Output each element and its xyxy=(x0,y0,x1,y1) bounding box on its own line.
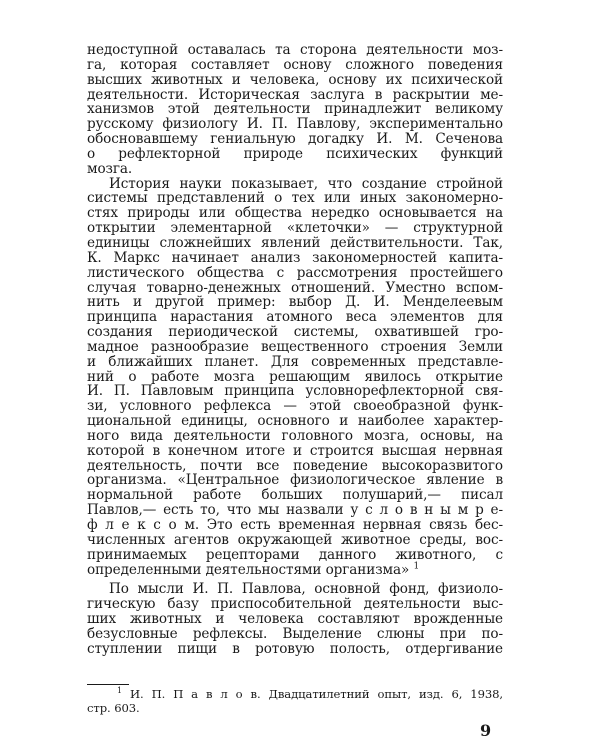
text-line: недоступной оставалась та сторона деятельности моз- xyxy=(87,42,503,58)
spaced-phrase: у с л о в н ы м р е- xyxy=(350,502,503,519)
text-line: численных агентов окружающей животное среды, вос- xyxy=(87,531,503,548)
text-line: стях природы или общества нередко основывается на xyxy=(87,205,503,222)
text-line: мадное разнообразие вещественного строения Земли xyxy=(87,338,503,355)
text-line-start: определенными деятельностями организма» xyxy=(87,561,410,578)
text-line: ханизмов этой деятельности принадлежит великому xyxy=(87,101,503,118)
text-line: деятельности. Историческая заслуга в раскрытии ме- xyxy=(87,86,503,103)
text-line: По мысли И. П. Павлова, основной фонд, физиоло- xyxy=(109,581,503,598)
text-line: К. Маркс начинает анализ закономерностей капита- xyxy=(87,249,503,266)
footnote-author: П а в л о в. xyxy=(173,687,261,701)
text-line: высших животных и человека, основу их психической xyxy=(87,71,503,88)
text-line: нить и другой пример: выбор Д. И. Менделеевым xyxy=(87,294,503,311)
text-line: мозга. xyxy=(87,160,133,177)
text-line: русскому физиологу И. П. Павлову, экспериментально xyxy=(87,116,503,133)
text-line: ного вида деятельности головного мозга, основы, на xyxy=(87,427,503,444)
text-line: гическую базу приспособительной деятельности выс- xyxy=(87,596,503,613)
text-line-start: Павлов,— есть то, что мы назвали xyxy=(87,502,344,519)
body-text xyxy=(87,43,503,657)
text-line: циональной единицы, основного и наиболее характер- xyxy=(87,413,503,430)
text-line: ших животных и человека составляют врожденные xyxy=(87,611,503,628)
text-line: ступлении пищи в ротовую полость, отдергивание xyxy=(87,640,503,657)
footnote-citation: Двадцатилетний опыт, изд. 6, 1938, xyxy=(268,687,503,701)
text-line: открытии элементарной «клеточки» — структурной xyxy=(87,220,503,237)
text-line: случая товарно-денежных отношений. Уместно вспом- xyxy=(87,279,503,296)
text-line: И. П. Павловым принципа условнорефлекторной свя- xyxy=(87,383,503,400)
footnote xyxy=(87,687,503,715)
footnote-reference: 1 xyxy=(413,561,420,571)
text-line: листического общества с рассмотрения простейшего xyxy=(87,264,503,281)
text-line: принципа нарастания атомного веса элементов для xyxy=(87,309,503,326)
text-line: системы представлений о тех или иных закономерно- xyxy=(87,190,503,207)
text-line: создания периодической системы, охватившей гро- xyxy=(87,324,503,341)
text-line: обосновавшему гениальную догадку И. М. Сеченова xyxy=(87,131,503,148)
text-line: безусловные рефлексы. Выделение слюны при по- xyxy=(87,625,503,642)
text-line: о рефлекторной природе психических функций xyxy=(87,145,503,162)
footnote-divider xyxy=(87,684,129,685)
text-line: которой в конечном итоге и строится высшая нервная xyxy=(87,442,503,459)
text-line: принимаемых рецепторами данного животного, с xyxy=(87,546,503,563)
text-line: единицы сложнейших явлений действительности. Так, xyxy=(87,234,503,251)
text-line xyxy=(87,563,503,578)
text-line xyxy=(87,503,503,518)
text-line: ний о работе мозга решающим явилось открытие xyxy=(87,368,503,385)
footnote-line: стр. 603. xyxy=(87,701,140,715)
footnote-marker: 1 xyxy=(117,686,122,696)
text-line: организма. «Центральное физиологическое явление в xyxy=(87,472,503,489)
text-line: ф л е к с о м. Это есть временная нервная связь бес- xyxy=(87,517,503,533)
text-line: деятельность, почти все поведение высокоразвитого xyxy=(87,457,503,474)
page-number: 9 xyxy=(480,721,492,740)
text-line: и ближайших планет. Для современных представле- xyxy=(87,353,503,370)
text-line: зи, условного рефлекса — этой своеобразной функ- xyxy=(87,398,503,415)
text-line: га, которая составляет основу сложного поведения xyxy=(87,56,503,73)
footnote-line xyxy=(87,687,503,701)
text-line: История науки показывает, что создание стройной xyxy=(109,175,503,192)
footnote-initials: И. П. xyxy=(130,687,166,701)
text-line: нормальной работе больших полушарий,— писал xyxy=(87,487,503,504)
